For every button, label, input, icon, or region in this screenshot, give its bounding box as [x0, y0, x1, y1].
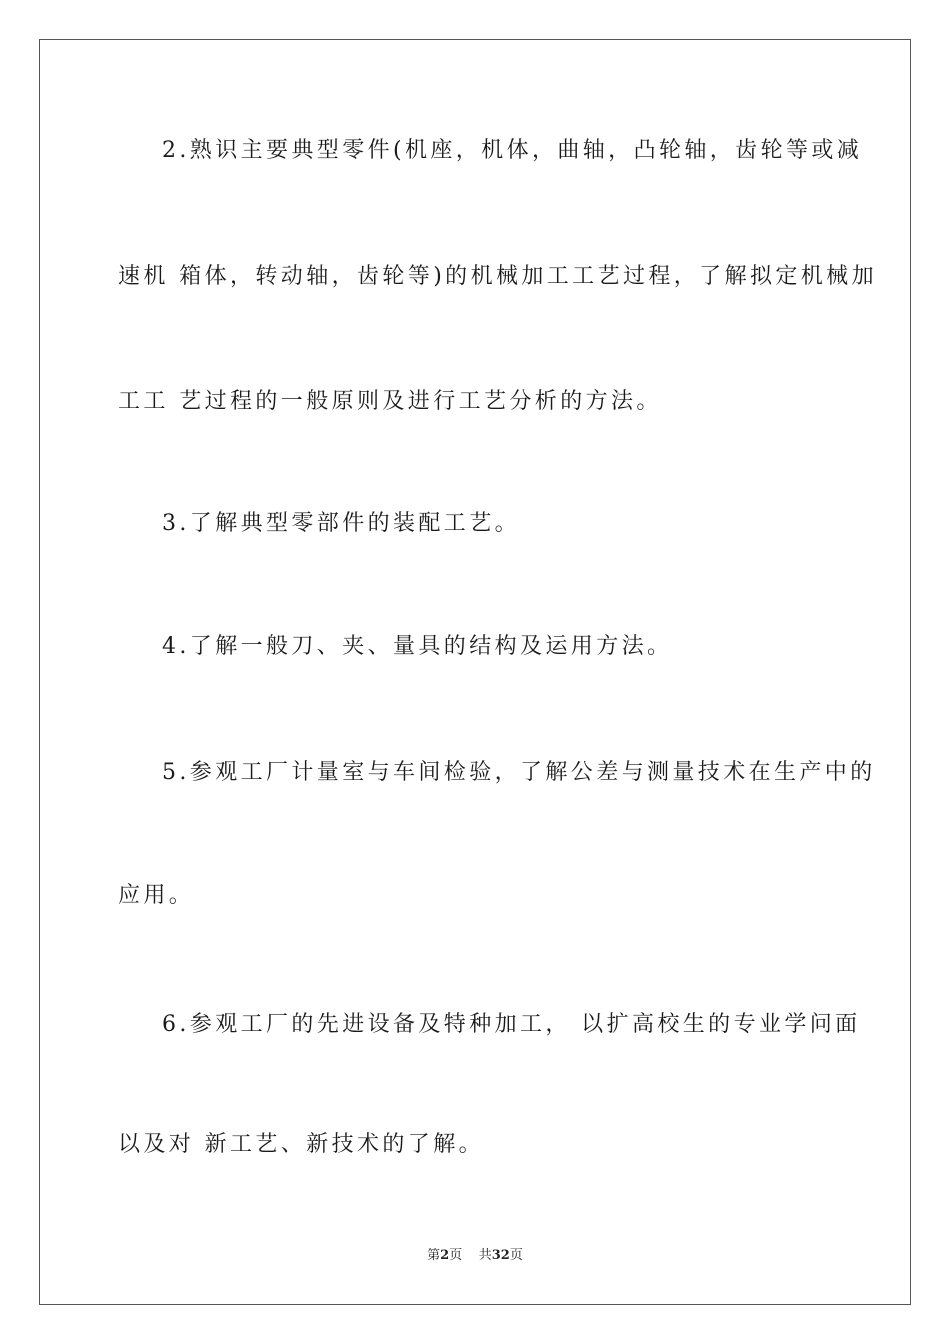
footer-page-suffix: 页	[449, 1248, 463, 1263]
footer-page-prefix: 第	[427, 1248, 441, 1263]
paragraph-line-2-continued: 速机 箱体，转动轴，齿轮等)的机械加工工艺过程，了解拟定机械加	[118, 264, 877, 289]
paragraph-line-3: 3.了解典型零部件的装配工艺。	[162, 511, 520, 536]
paragraph-line-4: 4.了解一般刀、夹、量具的结构及运用方法。	[162, 634, 673, 659]
page-footer	[0, 1247, 950, 1265]
page-border	[39, 39, 911, 1305]
paragraph-line-2-end: 工工 艺过程的一般原则及进行工艺分析的方法。	[118, 389, 662, 414]
footer-total-pages: 32	[491, 1248, 510, 1263]
paragraph-line-5-end: 应用。	[118, 883, 195, 908]
paragraph-line-2: 2.熟识主要典型零件(机座，机体，曲轴，凸轮轴，齿轮等或减	[162, 138, 863, 163]
footer-total-prefix: 共	[478, 1248, 492, 1263]
paragraph-line-5: 5.参观工厂计量室与车间检验，了解公差与测量技术在生产中的	[162, 760, 876, 785]
footer-total-suffix: 页	[509, 1248, 523, 1263]
footer-page-number: 2	[440, 1248, 450, 1263]
paragraph-line-6: 6.参观工厂的先进设备及特种加工， 以扩高校生的专业学问面	[162, 1012, 861, 1037]
paragraph-line-6-end: 以及对 新工艺、新技术的了解。	[118, 1132, 484, 1157]
